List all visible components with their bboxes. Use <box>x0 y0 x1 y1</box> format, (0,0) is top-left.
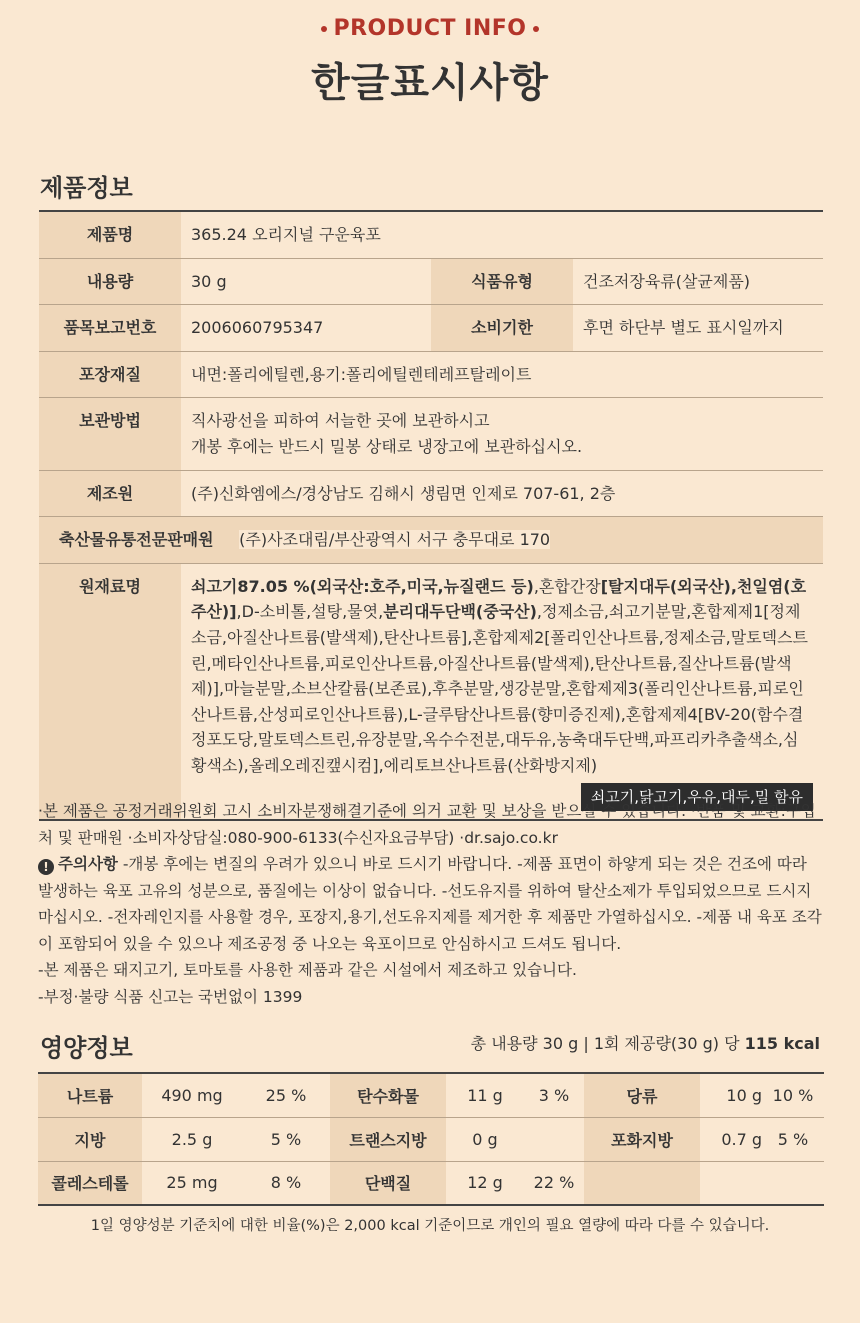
nutrient-percent: 3 % <box>524 1073 584 1117</box>
ingredients-value <box>181 563 823 819</box>
nutrient-label: 탄수화물 <box>330 1073 446 1117</box>
ingredients-bold: [탈지대두(외국산),천일염(호주산)] <box>191 576 807 622</box>
name-label: 제품명 <box>39 211 181 258</box>
dot-icon <box>533 26 539 32</box>
table-row <box>39 470 823 517</box>
ingredients-text: ,D-소비톨,설탕,물엿, <box>236 602 384 622</box>
nutrient-percent: 8 % <box>242 1161 330 1205</box>
table-row <box>39 351 823 398</box>
table-row <box>39 305 823 352</box>
nutrient-label: 지방 <box>38 1117 142 1161</box>
maker-value: (주)신화엠에스/경상남도 김해시 생림면 인제로 707-61, 2층 <box>181 470 823 517</box>
nutrient-percent: 5 % <box>242 1117 330 1161</box>
name-value: 365.24 오리지널 구운육포 <box>181 211 823 258</box>
nutrition-kcal: 115 kcal <box>744 1034 820 1053</box>
table-row <box>38 1073 824 1117</box>
empty-cell <box>584 1161 700 1205</box>
nutrient-percent <box>524 1117 584 1161</box>
nutrition-footnote: 1일 영양성분 기준치에 대한 비율(%)은 2,000 kcal 기준이므로 개인의 필요 열량에 따라 다를 수 있습니다. <box>90 1218 770 1234</box>
nutrient-amount: 0.7 g <box>700 1117 762 1161</box>
brand-label <box>0 16 860 41</box>
ingredients-bold: 쇠고기87.05 %(외국산:호주,미국,뉴질랜드 등) <box>191 576 534 596</box>
seller-row <box>39 517 823 564</box>
package-label: 포장재질 <box>39 351 181 398</box>
table-row <box>39 517 823 564</box>
nutrient-percent: 22 % <box>524 1161 584 1205</box>
brand-text: PRODUCT INFO <box>333 16 527 41</box>
storage-value <box>181 398 823 470</box>
warning-title: 주의사항 <box>58 855 118 873</box>
ingredients-text: ,혼합간장 <box>533 576 601 596</box>
nutrient-label: 단백질 <box>330 1161 446 1205</box>
warning-line <box>38 851 824 957</box>
storage-line: 개봉 후에는 반드시 밀봉 상태로 냉장고에 보관하십시오. <box>191 436 583 456</box>
storage-line: 직사광선을 피하여 서늘한 곳에 보관하시고 <box>191 411 490 431</box>
ingredients-label: 원재료명 <box>39 563 181 819</box>
nutrient-amount: 11 g <box>446 1073 524 1117</box>
warning-text: -개봉 후에는 변질의 우려가 있으니 바로 드시기 바랍니다. -제품 표면이 하얗게 되는 것은 건조에 따라 발생하는 육포 고유의 성분으로, 품질에는 이상이 없습니다. -선도유지를 위하여 탈산소제가 투입되었으므로 드시지 마십시오. -전자레인지를 사용할 경우, 포장지,용기,선도유지제를 제거한 후 제품만 가열하십시오. -제품 내 육포 조각이 포함되어 있을 수 있으나 제조공정 중 나오는 육포이므로 안심하시고 드셔도 됩니다. <box>38 855 822 953</box>
page-title: 한글표시사항 <box>311 60 549 106</box>
nutrient-label: 나트륨 <box>38 1073 142 1117</box>
maker-label: 제조원 <box>39 470 181 517</box>
notes-line: -본 제품은 돼지고기, 토마토를 사용한 제품과 같은 시설에서 제조하고 있습니다. <box>38 961 577 979</box>
nutrient-amount: 10 g <box>700 1073 762 1117</box>
nutrient-label: 트랜스지방 <box>330 1117 446 1161</box>
type-label: 식품유형 <box>431 258 573 305</box>
seller-value: (주)사조대림/부산광역시 서구 충무대로 170 <box>239 530 551 550</box>
expiry-label: 소비기한 <box>431 305 573 352</box>
table-row <box>38 1117 824 1161</box>
nutrient-label: 포화지방 <box>584 1117 700 1161</box>
table-row <box>39 258 823 305</box>
table-row <box>39 563 823 819</box>
volume-label: 내용량 <box>39 258 181 305</box>
table-row <box>39 211 823 258</box>
exclamation-icon: ! <box>38 859 54 875</box>
nutrition-section-title: 영양정보 <box>40 1034 133 1062</box>
page-header <box>0 16 860 108</box>
type-value: 건조저장육류(살균제품) <box>573 258 823 305</box>
ingredients-bold: 분리대두단백(중국산) <box>383 602 537 622</box>
ingredients-text: ,정제소금,쇠고기분말,혼합제제1[정제소금,아질산나트륨(발색제),탄산나트륨],혼합제제2[폴리인산나트륨,정제소금,말토덱스트린,메타인산나트륨,피로인산나트륨,아질산나트륨(발색제),탄산나트륨,질산나트륨(발색제)],마늘분말,소브산칼륨(보존료),후추분말,생강분말,혼합제제3(폴리인산나트륨,피로인산나트륨,산성피로인산나트륨),L-글루탐산나트륨(향미증진제),혼합제제4[BV-20(함수결정포도당,말토덱스트린,유장분말,옥수수전분,대두유,농축대두단백,파프리카추출색소,심황색소),올레오레진캪시컴],에리토브산나트륨(산화방지제) <box>191 602 808 775</box>
nutrient-label: 콜레스테롤 <box>38 1161 142 1205</box>
nutrient-amount: 2.5 g <box>142 1117 242 1161</box>
notes-line: -부정·불량 식품 신고는 국번없이 1399 <box>38 987 303 1006</box>
package-value: 내면:폴리에틸렌,용기:폴리에틸렌테레프탈레이트 <box>181 351 823 398</box>
product-info-table <box>39 210 823 821</box>
nutrient-percent: 25 % <box>242 1073 330 1117</box>
empty-cell <box>700 1161 762 1205</box>
nutrient-label: 당류 <box>584 1073 700 1117</box>
expiry-value: 후면 하단부 별도 표시일까지 <box>573 305 823 352</box>
report-value: 2006060795347 <box>181 305 431 352</box>
seller-label: 축산물유통전문판매원 <box>59 530 214 550</box>
nutrition-table <box>38 1072 824 1206</box>
nutrient-amount: 490 mg <box>142 1073 242 1117</box>
nutrient-amount: 0 g <box>446 1117 524 1161</box>
allergy-badge: 쇠고기,닭고기,우유,대두,밀 함유 <box>581 783 813 811</box>
volume-value: 30 g <box>181 258 431 305</box>
storage-label: 보관방법 <box>39 398 181 470</box>
table-row <box>39 398 823 470</box>
nutrition-summary <box>471 1031 820 1054</box>
report-label: 품목보고번호 <box>39 305 181 352</box>
nutrient-percent: 10 % <box>762 1073 824 1117</box>
notes-block <box>38 798 824 1010</box>
notes-line: ·본 제품은 공정거래위원회 고시 소비자분쟁해결기준에 의거 교환 및 보상을 받으실 수 있습니다. ·반품 및 교환:구입처 및 판매원 ·소비자상담실:080-900-6133(수신자요금부담) ·dr.sajo.co.kr <box>38 802 816 847</box>
nutrient-amount: 12 g <box>446 1161 524 1205</box>
product-section-title: 제품정보 <box>40 174 133 202</box>
dot-icon <box>321 26 327 32</box>
empty-cell <box>762 1161 824 1205</box>
table-row <box>38 1161 824 1205</box>
nutrition-summary-text: 총 내용량 30 g | 1회 제공량(30 g) 당 <box>470 1034 745 1053</box>
nutrient-percent: 5 % <box>762 1117 824 1161</box>
nutrient-amount: 25 mg <box>142 1161 242 1205</box>
